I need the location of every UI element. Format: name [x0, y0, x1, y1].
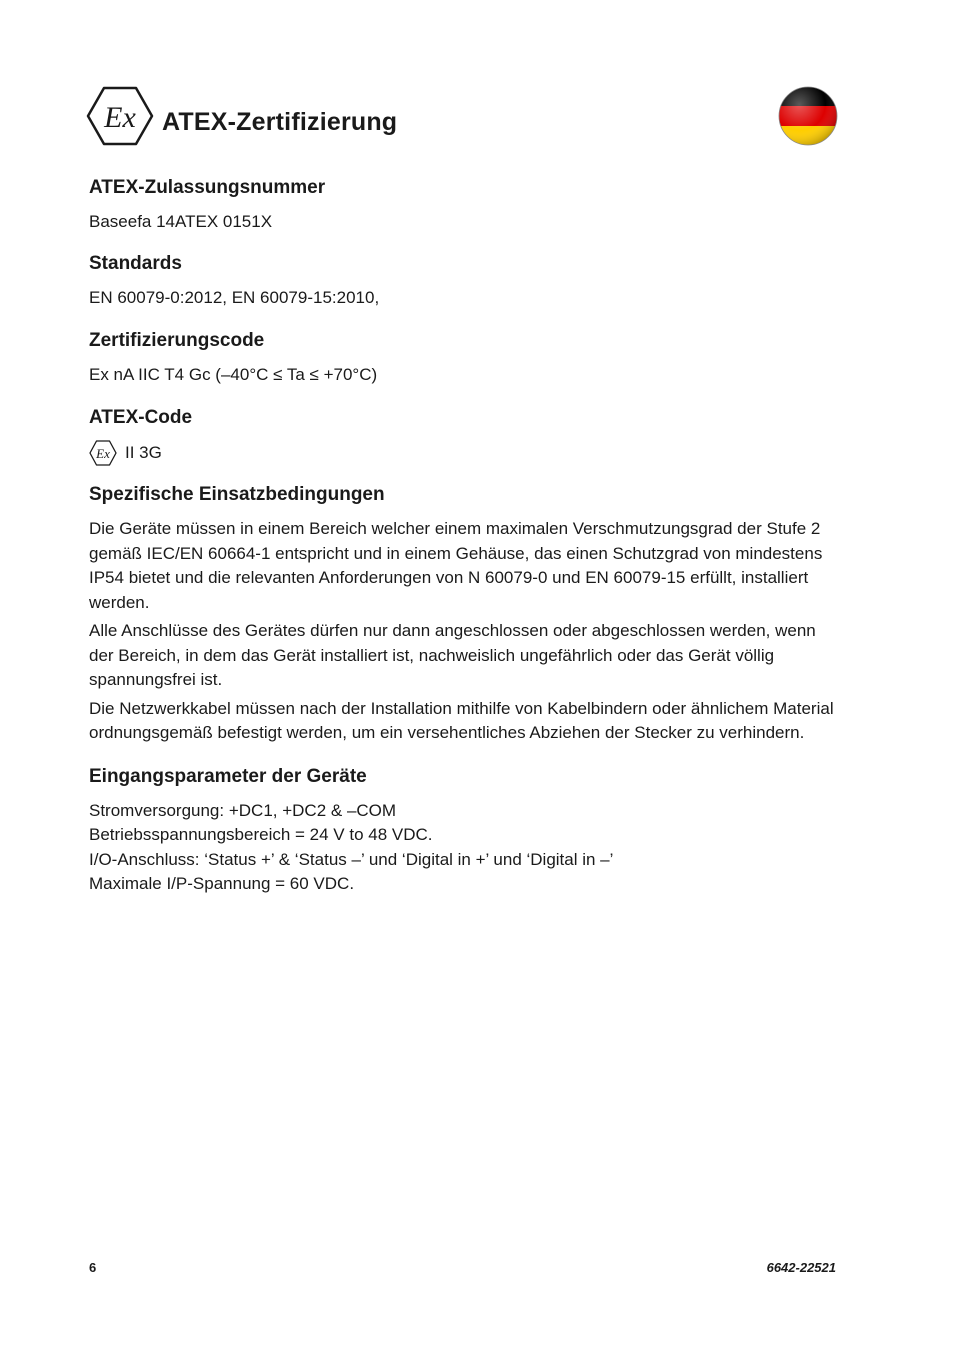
- approval-number-value: Baseefa 14ATEX 0151X: [89, 212, 273, 231]
- section-heading: Spezifische Einsatzbedingungen: [89, 484, 385, 505]
- main-content: [89, 175, 834, 897]
- specific-conditions-section: [89, 482, 834, 746]
- atex-code-section: [89, 405, 834, 482]
- atex-code-line: [89, 440, 834, 466]
- standards-section: [89, 251, 834, 328]
- document-number: 6642-22521: [766, 1260, 836, 1275]
- approval-number-section: [89, 175, 834, 251]
- parameter-line: Stromversorgung: +DC1, +DC2 & –COM: [89, 800, 397, 820]
- section-heading: ATEX-Code: [89, 407, 193, 428]
- conditions-paragraph: Die Geräte müssen in einem Bereich welcher einem maximalen Verschmutzungsgrad der Stufe 2 gemäß IEC/EN 60664-1 entspricht und in einem Gehäuse, das einen Schutzgrad von mindestens IP54 bietet und die relevanten Anforderungen von N 60079-0 und EN 60079-15 erfüllt, installiert werden.: [89, 519, 823, 612]
- certification-code-section: [89, 328, 834, 405]
- svg-text:Ex: Ex: [96, 446, 110, 461]
- section-heading: Eingangsparameter der Geräte: [89, 765, 367, 787]
- page-title: ATEX-Zertifizierung: [162, 108, 398, 136]
- atex-code-value: II 3G: [125, 443, 162, 462]
- section-heading: ATEX-Zulassungsnummer: [89, 177, 326, 198]
- ex-explosion-protection-icon: [89, 440, 117, 466]
- svg-text:Ex: Ex: [104, 101, 136, 134]
- parameter-line: I/O-Anschluss: ‘Status +’ & ‘Status –’ und ‘Digital in +’ und ‘Digital in –’: [89, 849, 614, 869]
- conditions-paragraph: Die Netzwerkkabel müssen nach der Installation mithilfe von Kabelbindern oder ähnlichem Material ordnungsgemäß befestigt werden, um ein versehentliches Abziehen der Stecker zu verhindern.: [89, 698, 834, 742]
- page-header: [86, 86, 838, 148]
- input-parameters-section: [89, 764, 834, 897]
- germany-flag-icon: [778, 86, 838, 146]
- standards-value: EN 60079-0:2012, EN 60079-15:2010,: [89, 288, 380, 307]
- parameter-line: Betriebsspannungsbereich = 24 V to 48 VDC.: [89, 825, 433, 844]
- ex-explosion-protection-icon: [86, 86, 154, 146]
- parameter-line: Maximale I/P-Spannung = 60 VDC.: [89, 874, 355, 893]
- section-heading: Standards: [89, 253, 182, 274]
- conditions-paragraph: Alle Anschlüsse des Gerätes dürfen nur dann angeschlossen oder abgeschlossen werden, wenn der Bereich, in dem das Gerät installiert ist, nachweislich ungefährlich oder das Gerät völlig spannungsfrei ist.: [89, 621, 816, 689]
- section-heading: Zertifizierungscode: [89, 330, 265, 351]
- certification-code-value: Ex nA IIC T4 Gc (–40°C ≤ Ta ≤ +70°C): [89, 365, 378, 384]
- page-number: 6: [89, 1260, 97, 1275]
